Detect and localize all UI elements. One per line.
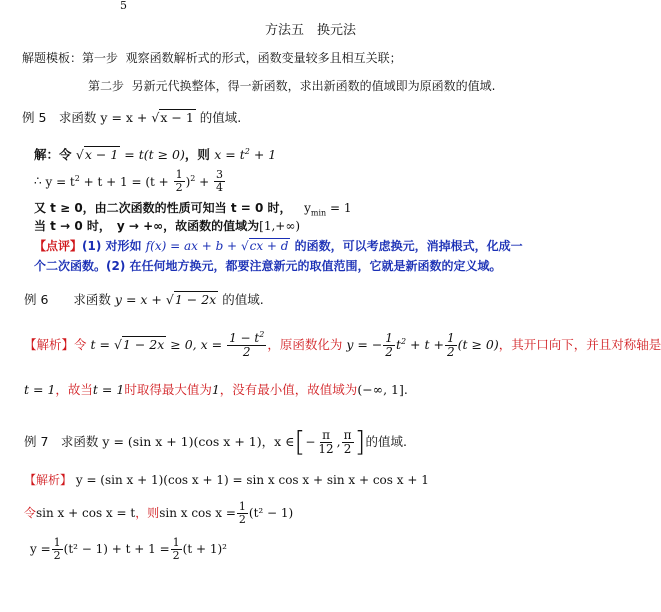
range-result: [1,+∞): [259, 219, 301, 233]
step2-text: 另新元代换整体，得一新函数，求出新函数的值域即为原函数的值域.: [131, 79, 496, 93]
cut-fraction-denominator: 5: [120, 0, 127, 12]
comment-part1: (1) 对形如: [82, 239, 142, 253]
example7-analysis-line1: [24, 474, 429, 486]
example6-analysis-line2: [24, 384, 408, 397]
analysis-label: 【解析】: [24, 336, 75, 352]
example6-analysis-line1: 【解析】 令 t = √1 − 2x ≥ 0, x = $\frac{1 - t^2}{2}$ ，原函数化为 y = − $\frac{1}{2}$ $t^2 + t$ + $\frac{1}{2}$ (t ≥ 0) ，其开口向下，并且对称轴是: [24, 330, 661, 359]
half-fraction: $\frac{1}{2}$: [175, 167, 183, 194]
template-label: 解题模板：: [22, 51, 83, 65]
example7-title: [24, 424, 407, 460]
form-formula: f(x) = ax + b + √cx + d: [145, 239, 289, 253]
y-min-label: y: [304, 201, 311, 215]
opens-downward-text: ，其开口向下，并且对称轴是: [498, 336, 661, 352]
example5-comment-line1: [34, 240, 523, 252]
example6-range: (−∞, 1]: [357, 382, 404, 397]
becomes-text: ，原函数化为: [267, 336, 343, 352]
y-expression: $y = t^2 + t + 1 = (t$ +: [45, 173, 173, 189]
result-expression: (t + 1)²: [182, 542, 227, 556]
product-term: sin x cos x =: [159, 506, 236, 520]
example7-suffix: 的值域.: [365, 433, 407, 449]
x-in-t-fraction: $\frac{1 - t^2}{2}$: [229, 330, 265, 359]
no-min-text: ，没有最小值，故值域为: [219, 382, 358, 397]
line4-text: 当 t → 0 时， y → +∞，故函数的值域为: [34, 219, 260, 233]
t-definition: t = √1 − 2x ≥ 0, x =: [86, 336, 227, 352]
example5-label: 例 5 求函数: [22, 110, 97, 125]
solution-then: ，则: [184, 147, 210, 163]
plus-half-fraction: $\frac{1}{2}$: [446, 330, 455, 359]
example5-solution-line1: [34, 148, 276, 162]
axis-of-symmetry: t = 1: [24, 382, 56, 397]
example6-suffix: 的值域.: [222, 292, 264, 307]
comment-label: 【点评】: [34, 239, 83, 253]
therefore-symbol: ∴: [34, 174, 42, 188]
template-step1: [22, 52, 402, 64]
example7-analysis-label: 【解析】: [24, 473, 73, 487]
max-value-text: 时取得最大值为: [124, 382, 212, 397]
x-expression: $x = t^2 + 1$: [214, 147, 277, 163]
example5-suffix: 的值域.: [199, 110, 242, 125]
example6-title: [24, 294, 264, 307]
example5-formula: y = x + √x − 1: [100, 110, 194, 125]
solution-label: 解：令: [34, 147, 72, 163]
template-step2: [88, 80, 495, 92]
example7-analysis-line2: [24, 500, 293, 526]
max-value: 1: [211, 382, 220, 397]
domain-interval: [ − $\frac{\pi}{12}$ , $\frac{\pi}{2}$ ]: [294, 425, 366, 458]
step1-tag: 第一步: [82, 51, 119, 65]
substitution-formula: √x − 1 = t(t ≥ 0): [75, 147, 185, 163]
section-heading: 方法五 换元法: [265, 23, 357, 38]
comment-part2: 的函数，可以考虑换元，消掉根式，化成一: [294, 239, 523, 253]
line3-text: 又 t ≥ 0，由二次函数的性质可知当 t = 0 时，: [34, 201, 292, 215]
three-quarters-fraction: $\frac{3}{4}$: [216, 167, 224, 194]
let-word-7: 令: [24, 506, 37, 520]
step1-text: 观察函数解析式的形式，函数变量较多且相互关联；: [125, 51, 402, 65]
new-function: y = −: [342, 336, 383, 352]
example6-label: 例 6 求函数: [24, 292, 111, 307]
min-subscript: min: [310, 208, 327, 218]
then-word-7: ，则: [135, 506, 160, 520]
half-fraction-7b: $\frac{1}{2}$: [53, 535, 61, 562]
step2-tag: 第二步: [88, 79, 125, 93]
example5-solution-line4: [34, 220, 300, 232]
example5-solution-line2: ∴ $y = t^2 + t + 1 = (t$ + $\frac{1}{2}$ )$^2$ + $\frac{3}{4}$: [34, 167, 224, 194]
example7-analysis-line3: [30, 536, 227, 562]
substitution-7: sin x + cos x = t: [36, 506, 136, 520]
domain-prefix: ，x ∈: [261, 433, 295, 449]
half-fraction-7c: $\frac{1}{2}$: [172, 535, 180, 562]
expansion: y = (sin x + 1)(cos x + 1) = sin x cos x + sin x + cos x + 1: [75, 473, 429, 487]
minus-half-fraction: $\frac{1}{2}$: [385, 330, 393, 359]
half-fraction-7a: $\frac{1}{2}$: [238, 499, 246, 526]
y-equals: y =: [30, 542, 51, 556]
t-squared-minus-one: (t² − 1): [248, 506, 294, 520]
t-equals-one: t = 1: [92, 382, 125, 397]
y-min-value: = 1: [326, 201, 352, 215]
example7-formula: y = (sin x + 1)(cos x + 1): [102, 433, 262, 449]
example5-title: [22, 112, 241, 125]
example6-formula: y = x + √1 − 2x: [114, 292, 217, 307]
hence-when-text: ，故当: [55, 382, 93, 397]
let-word: 令: [74, 336, 87, 352]
example7-label: 例 7 求函数: [24, 433, 99, 449]
example5-solution-line3: [34, 202, 351, 217]
example5-comment-line2: 个二次函数。(2) 在任何地方换元，都要注意新元的取值范围，它就是新函数的定义域。: [34, 259, 502, 273]
period: .: [403, 382, 408, 397]
middle-expression: (t² − 1) + t + 1 =: [63, 542, 170, 556]
